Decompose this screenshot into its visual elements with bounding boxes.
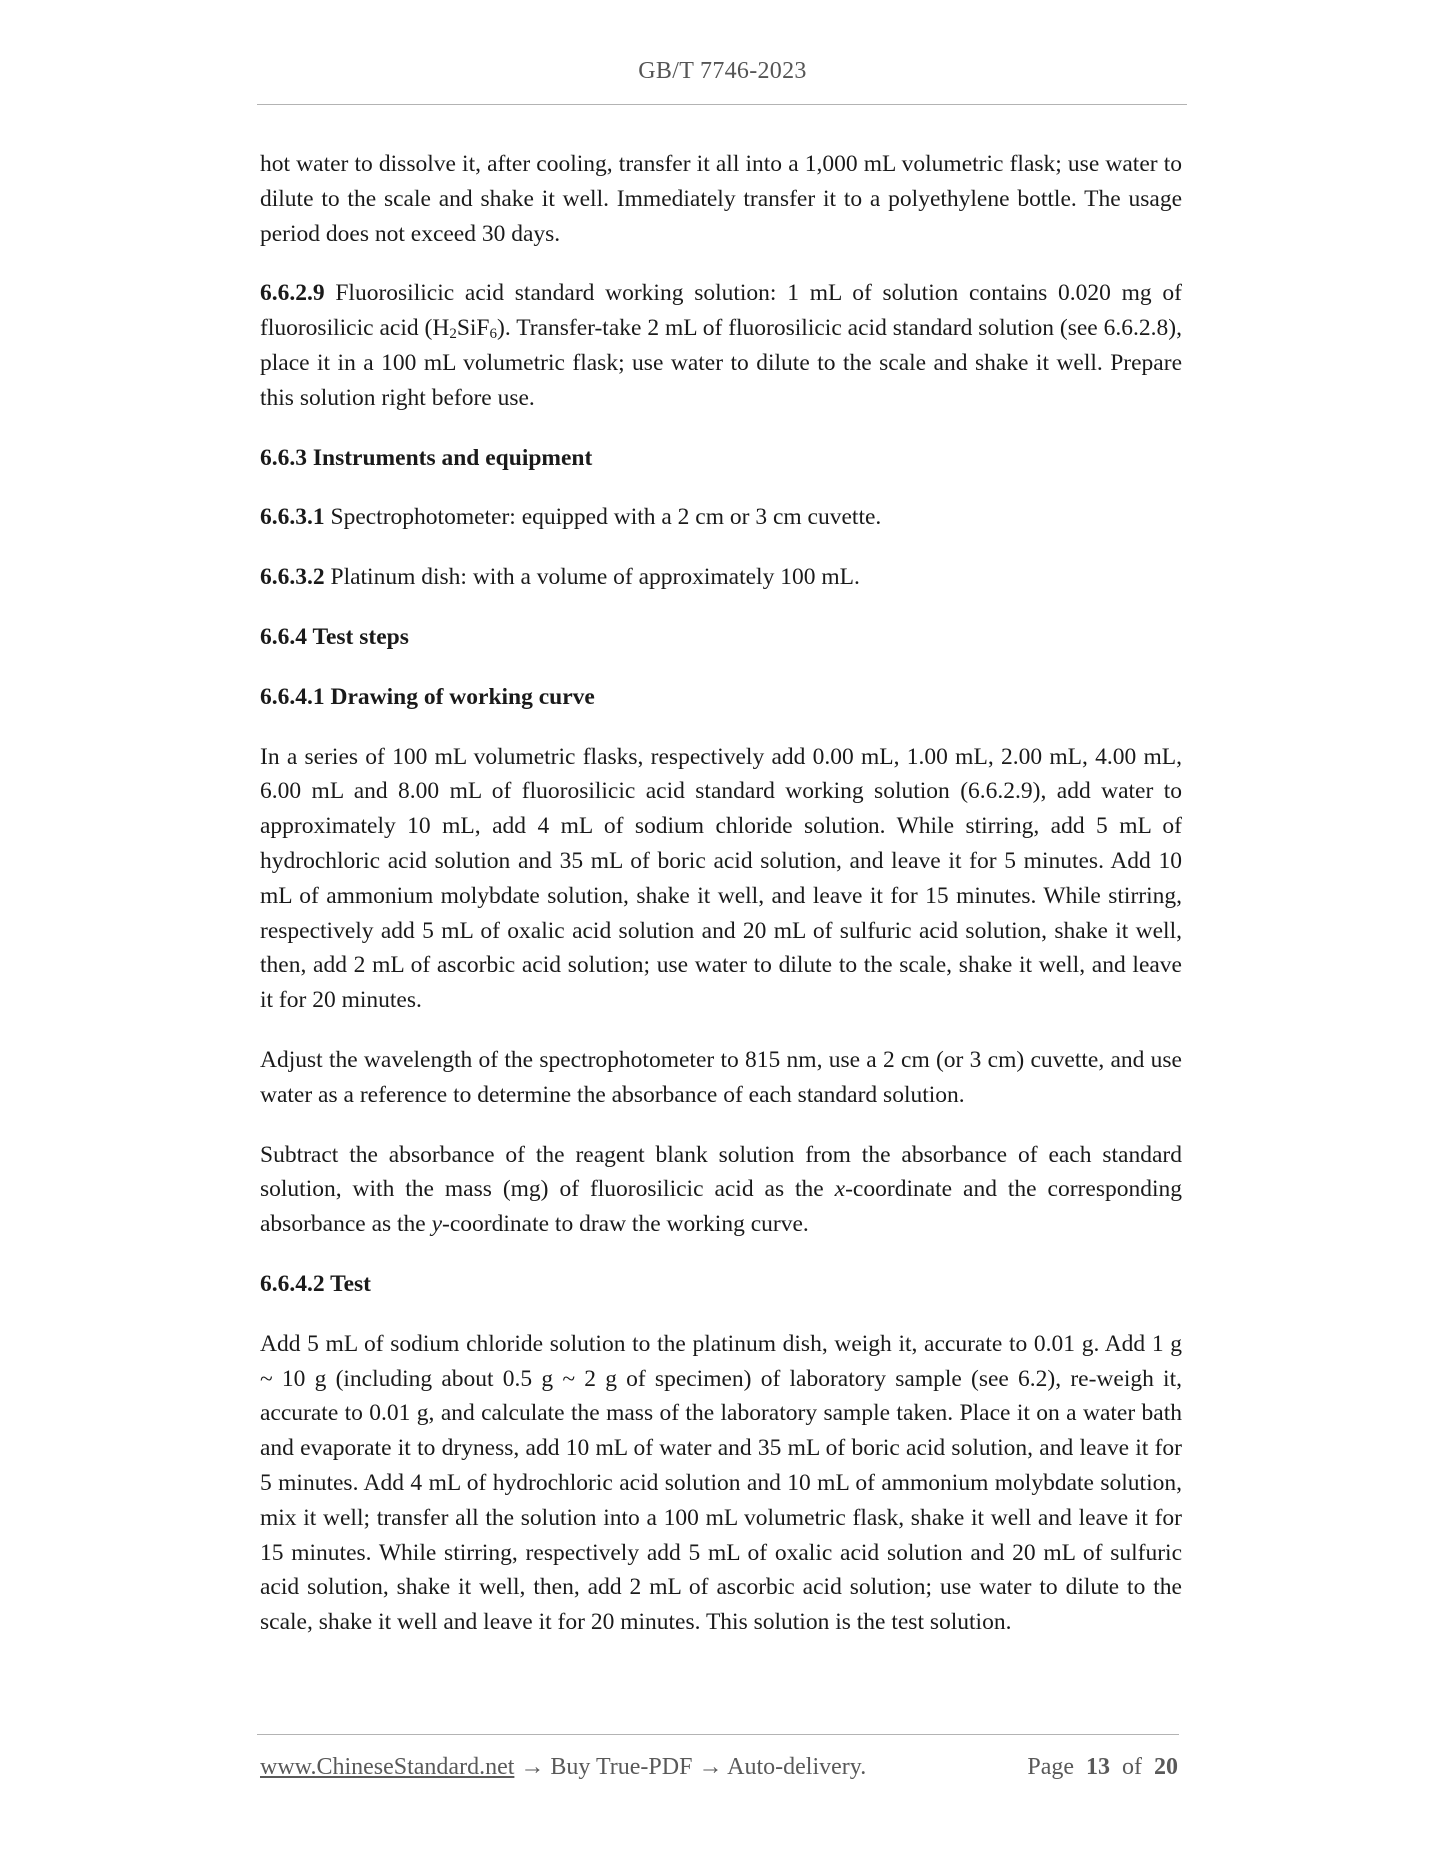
x-variable: x <box>834 1176 846 1203</box>
document-body <box>260 147 1182 1665</box>
paragraph-draw-curve <box>260 1138 1182 1242</box>
clause-6-6-3-1 <box>260 500 1182 535</box>
page-footer <box>260 1754 1178 1781</box>
text-b: -coordinate and the corresponding absorbance as the <box>260 1176 1182 1238</box>
clause-text-c: ). Transfer-take 2 mL of fluorosilicic acid standard solution (see 6.6.2.8), place it in a 100 mL volumetric flask; use water to dilute to the scale and shake it well. Prepare this solution right before use. <box>260 315 1182 411</box>
clause-6-6-3-2 <box>260 560 1182 595</box>
buy-text: Buy True-PDF <box>550 1754 693 1780</box>
delivery-text: Auto-delivery. <box>727 1754 867 1780</box>
clause-text: Spectrophotometer: equipped with a 2 cm or 3 cm cuvette. <box>324 504 882 531</box>
of-label: of <box>1122 1754 1142 1780</box>
arrow-icon: → <box>514 1754 551 1780</box>
paragraph-wavelength: Adjust the wavelength of the spectrophotometer to 815 nm, use a 2 cm (or 3 cm) cuvette, and use water as a reference to determine the absorbance of each standard solution. <box>260 1046 1182 1108</box>
total-pages: 20 <box>1154 1754 1178 1780</box>
clause-number: 6.6.2.9 <box>260 280 325 307</box>
footer-left <box>260 1754 866 1781</box>
website-link[interactable]: www.ChineseStandard.net <box>260 1754 515 1780</box>
clause-text-a: Fluorosilicic acid standard working solution: 1 mL of solution contains 0.020 mg of fluorosilicic acid (H <box>260 280 1182 342</box>
clause-number: 6.6.3.2 <box>260 564 325 591</box>
clause-text: Platinum dish: with a volume of approximately 100 mL. <box>324 564 860 591</box>
arrow-icon: → <box>692 1754 728 1780</box>
subscript-2: 2 <box>449 326 457 343</box>
heading-6-6-4: 6.6.4 Test steps <box>260 623 409 650</box>
heading-6-6-4-2: 6.6.4.2 Test <box>260 1270 371 1297</box>
clause-text-b: SiF <box>456 315 490 342</box>
y-variable: y <box>431 1211 443 1238</box>
clause-number: 6.6.3.1 <box>260 504 325 531</box>
paragraph-continuation: hot water to dissolve it, after cooling, transfer it all into a 1,000 mL volumetric flask; use water to dilute to the scale and shake it well. Immediately transfer it to a polyethylene bottle. The usage period does not exceed 30 days. <box>260 151 1182 247</box>
paragraph-working-curve-procedure: In a series of 100 mL volumetric flasks, respectively add 0.00 mL, 1.00 mL, 2.00 mL, 4.00 mL, 6.00 mL and 8.00 mL of fluorosilicic acid standard working solution (6.6.2.9), add water to approximately 10 mL, add 4 mL of sodium chloride solution. While stirring, add 5 mL of hydrochloric acid solution and 35 mL of boric acid solution, and leave it for 5 minutes. Add 10 mL of ammonium molybdate solution, shake it well, and leave it for 15 minutes. While stirring, respectively add 5 mL of oxalic acid solution and 20 mL of sulfuric acid solution, shake it well, then, add 2 mL of ascorbic acid solution; use water to dilute to the scale, shake it well, and leave it for 20 minutes. <box>260 743 1182 1014</box>
heading-6-6-4-1: 6.6.4.1 Drawing of working curve <box>260 683 595 710</box>
clause-6-6-2-9 <box>260 276 1182 415</box>
paragraph-test-procedure: Add 5 mL of sodium chloride solution to the platinum dish, weigh it, accurate to 0.01 g. Add 1 g ~ 10 g (including about 0.5 g ~ 2 g of specimen) of laboratory sample (see 6.2), re-weigh it, accurate to 0.01 g, and calculate the mass of the laboratory sample taken. Place it on a water bath and evaporate it to dryness, add 10 mL of water and 35 mL of boric acid solution, and leave it for 5 minutes. Add 4 mL of hydrochloric acid solution and 10 mL of ammonium molybdate solution, mix it well; transfer all the solution into a 100 mL volumetric flask, shake it well and leave it for 15 minutes. While stirring, respectively add 5 mL of oxalic acid solution and 20 mL of sulfuric acid solution, shake it well, then, add 2 mL of ascorbic acid solution; use water to dilute to the scale, shake it well and leave it for 20 minutes. This solution is the test solution. <box>260 1330 1182 1636</box>
document-header-title: GB/T 7746-2023 <box>638 58 807 84</box>
footer-divider <box>257 1734 1179 1735</box>
page-number <box>1027 1754 1178 1781</box>
current-page: 13 <box>1086 1754 1110 1780</box>
header-divider <box>257 104 1187 105</box>
page-label: Page <box>1027 1754 1074 1780</box>
heading-6-6-3: 6.6.3 Instruments and equipment <box>260 444 593 471</box>
text-c: -coordinate to draw the working curve. <box>442 1211 809 1238</box>
text-a: Subtract the absorbance of the reagent blank solution from the absorbance of each standard solution, with the mass (mg) of fluorosilicic acid as the <box>260 1141 1182 1203</box>
subscript-6: 6 <box>489 326 497 343</box>
